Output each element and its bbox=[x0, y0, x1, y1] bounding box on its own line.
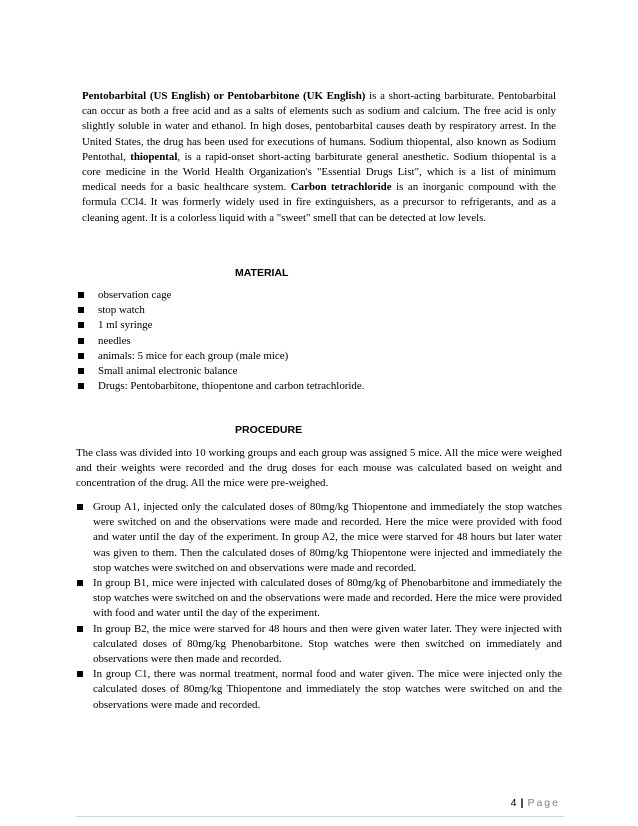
intro-bold-thiopental: thiopental bbox=[130, 150, 178, 163]
page-number bbox=[511, 797, 560, 809]
material-item-text: observation cage bbox=[98, 289, 172, 301]
material-heading: MATERIAL bbox=[235, 267, 289, 279]
procedure-item bbox=[76, 576, 562, 622]
square-bullet-icon bbox=[78, 322, 84, 328]
material-item-text: 1 ml syringe bbox=[98, 319, 153, 332]
square-bullet-icon bbox=[78, 307, 84, 313]
intro-bold-carbon-tetrachloride: Carbon tetrachloride bbox=[290, 181, 392, 194]
footer-divider bbox=[76, 816, 564, 817]
intro-bold-pentobarbital: Pentobarbital (US English) or Pentobarbitone (UK English) bbox=[82, 90, 366, 102]
material-item bbox=[78, 364, 364, 379]
material-item bbox=[78, 379, 364, 394]
square-bullet-icon bbox=[78, 368, 84, 374]
square-bullet-icon bbox=[77, 626, 83, 632]
procedure-intro: The class was divided into 10 working groups and each group was assigned 5 mice. All the mice were weighed and their weights were recorded and the drug doses for each mouse was calculated based on weight and concentration of the drug. All the mice were pre-weighed. bbox=[76, 447, 562, 490]
page-label: Page bbox=[527, 797, 560, 809]
procedure-item-text: In group C1, there was normal treatment, normal food and water given. The mice were injected only the calculated doses of 80mg/kg Thiopentone and immediately the stop watches were switched on and the observations were made and recorded. bbox=[93, 668, 562, 711]
procedure-item-text: In group B2, the mice were starved for 48 hours and then were given water later. They were injected with calculated doses of 80mg/kg Phenobarbitone. Stop watches were then switched on immediately and observations were then made and recorded. bbox=[93, 622, 562, 666]
material-item-text: Drugs: Pentobarbitone, thiopentone and carbon tetrachloride. bbox=[98, 380, 365, 393]
material-list bbox=[78, 288, 364, 394]
procedure-heading: PROCEDURE bbox=[235, 424, 303, 436]
material-item-text: stop watch bbox=[98, 304, 145, 317]
material-item-text: animals: 5 mice for each group (male mice) bbox=[98, 349, 289, 362]
square-bullet-icon bbox=[78, 292, 84, 298]
material-item bbox=[78, 288, 364, 303]
page-number-separator: | bbox=[520, 797, 525, 809]
material-item-text: needles bbox=[98, 334, 131, 347]
procedure-item bbox=[76, 500, 562, 576]
square-bullet-icon bbox=[78, 353, 84, 359]
intro-text-3: is an inorganic compound with the formula CCl4. It was formerly widely used in fire extinguishers, as a precursor to refrigerants, and as a cleaning agent. It is a colorless liquid with a "sweet" smell that can be detected at low levels. bbox=[82, 181, 557, 224]
procedure-item bbox=[76, 622, 562, 668]
material-item bbox=[78, 334, 364, 349]
procedure-item bbox=[76, 667, 562, 713]
material-item bbox=[78, 303, 364, 318]
intro-text-2: , is a rapid-onset short-acting barbiturate general anesthetic. Sodium thiopental is a core medicine in the World Health Organization's "Essential Drugs List", which is a list of minimum medical needs for a basic healthcare system. bbox=[82, 150, 556, 194]
material-item bbox=[78, 318, 364, 333]
square-bullet-icon bbox=[77, 504, 83, 510]
procedure-list bbox=[76, 500, 562, 713]
material-item bbox=[78, 349, 364, 364]
square-bullet-icon bbox=[77, 671, 83, 677]
square-bullet-icon bbox=[78, 338, 84, 344]
intro-paragraph bbox=[82, 89, 556, 226]
material-item-text: Small animal electronic balance bbox=[98, 365, 238, 378]
square-bullet-icon bbox=[77, 580, 83, 586]
page-number-value: 4 bbox=[510, 797, 518, 809]
square-bullet-icon bbox=[78, 383, 84, 389]
intro-text-1: is a short-acting barbiturate. Pentobarbital can occur as both a free acid and as a salts of elements such as sodium and calcium. The free acid is only slightly soluble in water and ethanol. In high doses, pentobarbital causes death by respiratory arrest. In the United States, the drug has been used for executions of humans. Sodium thiopental, also known as Sodium Pentothal, bbox=[82, 90, 556, 163]
procedure-item-text: Group A1, injected only the calculated doses of 80mg/kg Thiopentone and immediately the stop watches were switched on and the observations were made and recorded. Here the mice were provided with food and water until the day of the experiment. In group A2, the mice were starved for 48 hours but later water was given to them. Then the calculated doses of 80mg/kg Thiopentone were injected and immediately the stop watches were switched on and observations were made and recorded. bbox=[93, 501, 562, 574]
procedure-item-text: In group B1, mice were injected with calculated doses of 80mg/kg of Phenobarbitone and immediately the stop watches were switched on and the observations were made and recorded. Here the mice were provided with food and water until the day of the experiment. bbox=[93, 577, 562, 620]
